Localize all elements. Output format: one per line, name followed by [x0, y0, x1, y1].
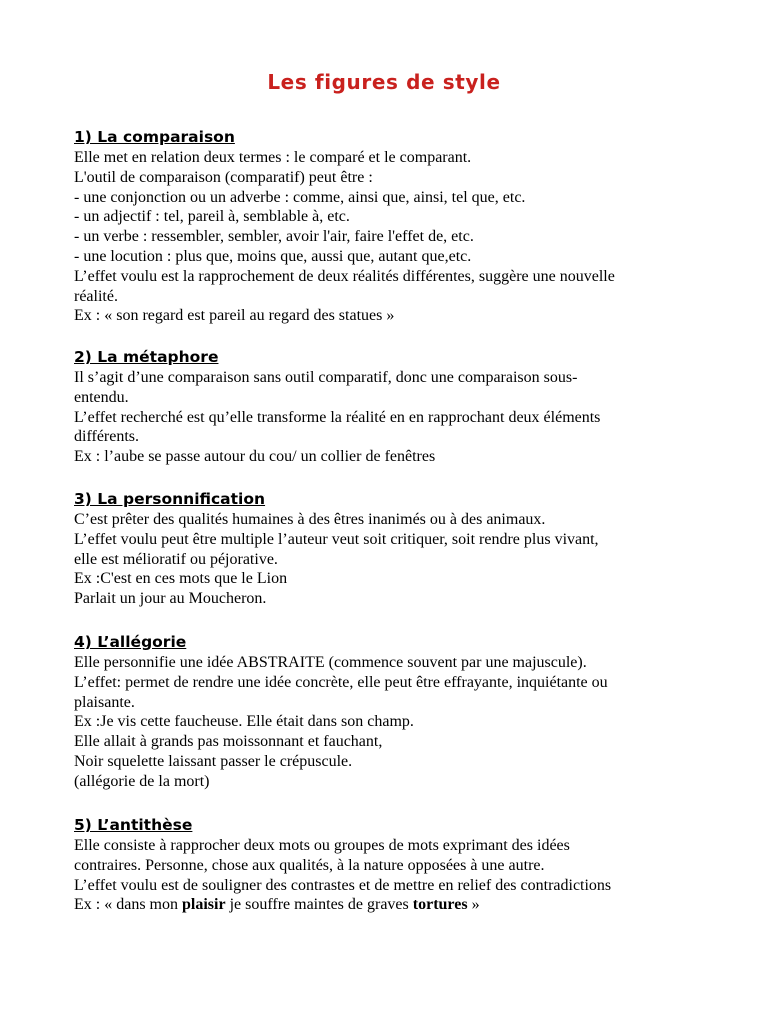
paragraph-line: L’effet voulu est la rapprochement de deux réalités différentes, suggère une nouvelle	[74, 267, 615, 285]
paragraph-line: plaisante.	[74, 693, 135, 711]
paragraph-line: C’est prêter des qualités humaines à des êtres inanimés ou à des animaux.	[74, 511, 546, 528]
list-item: - une conjonction ou un adverbe : comme, ainsi que, ainsi, tel que, etc.	[74, 188, 526, 206]
paragraph-line: Elle personnifie une idée ABSTRAITE (commence souvent par une majuscule).	[74, 654, 587, 671]
section-personnification	[74, 489, 714, 609]
paragraph-line: Il s’agit d’une comparaison sans outil comparatif, donc une comparaison sous-	[74, 369, 578, 386]
section-heading: 5) L’antithèse	[74, 816, 193, 834]
section-allegorie	[74, 632, 714, 792]
example-bold-word: plaisir	[182, 896, 226, 914]
example-line: Parlait un jour au Moucheron.	[74, 590, 267, 608]
list-item: - un verbe : ressembler, sembler, avoir l'air, faire l'effet de, etc.	[74, 228, 474, 246]
example-line	[74, 895, 714, 915]
paragraph-line: L’effet: permet de rendre une idée concrète, elle peut être effrayante, inquiétante ou	[74, 673, 608, 691]
example-line: Noir squelette laissant passer le crépuscule.	[74, 752, 353, 770]
section-heading: 3) La personnification	[74, 490, 266, 508]
example-line: Ex : « son regard est pareil au regard des statues »	[74, 307, 395, 325]
paragraph-line: contraires. Personne, chose aux qualités, à la nature opposées à une autre.	[74, 856, 545, 874]
example-text: je souffre maintes de graves	[225, 896, 413, 914]
section-metaphore	[74, 347, 714, 467]
paragraph-line: Elle consiste à rapprocher deux mots ou groupes de mots exprimant des idées	[74, 837, 570, 854]
paragraph-line: L'outil de comparaison (comparatif) peut être :	[74, 168, 373, 186]
example-line: Ex :Je vis cette faucheuse. Elle était dans son champ.	[74, 713, 414, 731]
list-item: - une locution : plus que, moins que, aussi que, autant que,etc.	[74, 247, 472, 265]
example-line: (allégorie de la mort)	[74, 772, 210, 790]
example-line: Ex : l’aube se passe autour du cou/ un collier de fenêtres	[74, 448, 436, 466]
section-heading: 2) La métaphore	[74, 348, 219, 366]
paragraph-line: L’effet voulu peut être multiple l’auteur veut soit critiquer, soit rendre plus vivant,	[74, 530, 599, 548]
paragraph-line: elle est mélioratif ou péjorative.	[74, 550, 278, 568]
example-line: Ex :C'est en ces mots que le Lion	[74, 570, 288, 588]
section-heading: 1) La comparaison	[74, 128, 235, 146]
section-antithese	[74, 815, 714, 915]
paragraph-line: L’effet recherché est qu’elle transforme la réalité en en rapprochant deux éléments	[74, 408, 601, 426]
section-heading: 4) L’allégorie	[74, 633, 187, 651]
paragraph-line: entendu.	[74, 388, 129, 406]
paragraph-line: Elle met en relation deux termes : le comparé et le comparant.	[74, 149, 472, 166]
example-text: Ex : « dans mon	[74, 896, 182, 914]
example-text: »	[467, 896, 480, 914]
page-title: Les figures de style	[267, 70, 501, 94]
paragraph-line: L’effet voulu est de souligner des contrastes et de mettre en relief des contradictions	[74, 876, 612, 894]
example-line: Elle allait à grands pas moissonnant et fauchant,	[74, 733, 383, 751]
section-comparaison	[74, 127, 714, 326]
example-bold-word: tortures	[412, 896, 468, 914]
paragraph-line: différents.	[74, 428, 140, 446]
list-item: - un adjectif : tel, pareil à, semblable à, etc.	[74, 208, 350, 226]
paragraph-line: réalité.	[74, 287, 118, 305]
